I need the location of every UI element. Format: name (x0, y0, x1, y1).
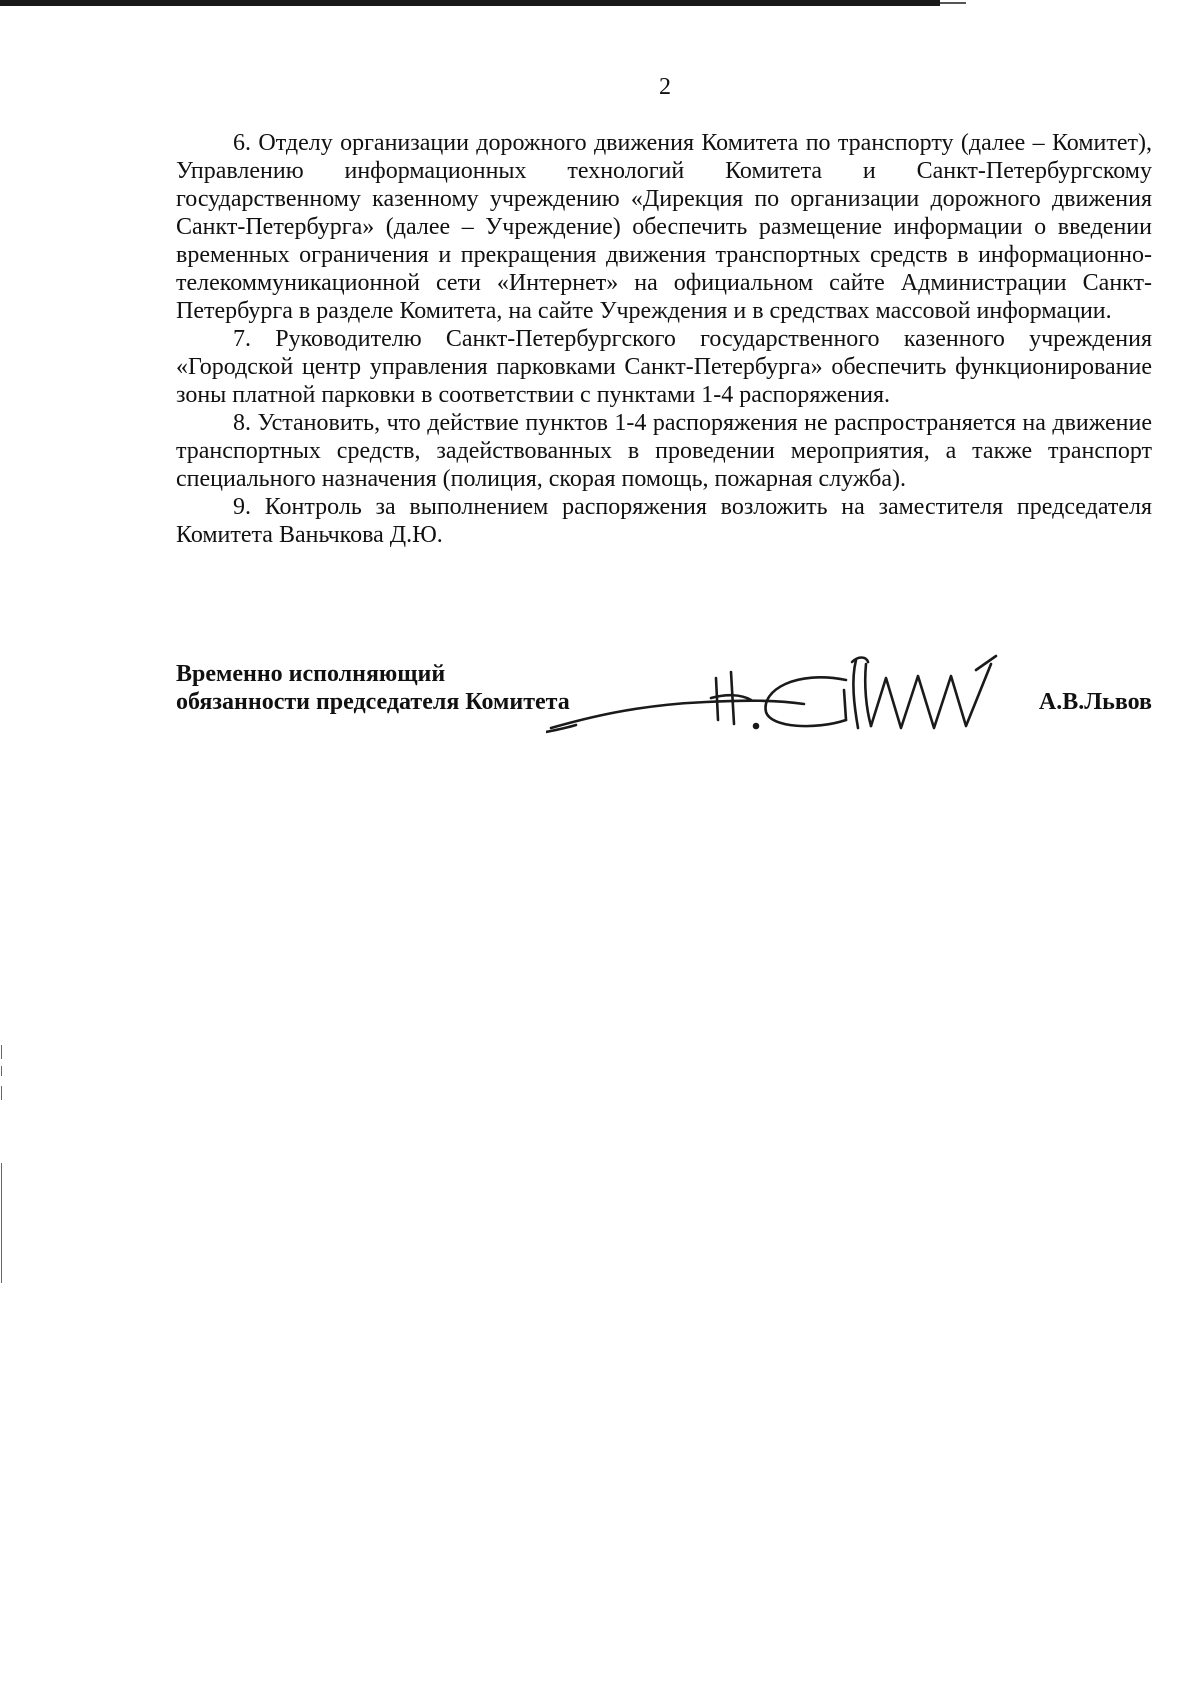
scan-margin-mark (1, 1066, 2, 1076)
paragraph-6: 6. Отделу организации дорожного движения Комитета по транспорту (далее – Комитет), Управлению информационных технологий Комитета и Санкт-Петербургскому государственному казенному учреждению «Дирекция по организации дорожного движения Санкт-Петербурга» (далее – Учреждение) обеспечить размещение информации о введении временных ограничения и прекращения движения транспортных средств в информационно-телекоммуникационной сети «Интернет» на официальном сайте Администрации Санкт-Петербурга в разделе Комитета, на сайте Учреждения и в средствах массовой информации. (176, 130, 1152, 324)
top-edge-rule (0, 0, 940, 6)
scan-margin-mark (1, 1045, 2, 1059)
signatory-name: А.В.Львов (1038, 689, 1152, 715)
paragraph-8: 8. Установить, что действие пунктов 1-4 распоряжения не распространяется на движение транспортных средств, задействованных в проведении мероприятия, а также транспорт специального назначения (полиция, скорая помощь, пожарная служба). (176, 410, 1152, 492)
top-edge-rule-tail (940, 2, 966, 4)
scan-margin-mark (1, 1086, 2, 1100)
document-body (176, 129, 1152, 549)
signatory-position (176, 660, 570, 716)
signatory-position-line1: Временно исполняющий (176, 661, 446, 687)
paragraph-7: 7. Руководителю Санкт-Петербургского государственного казенного учреждения «Городской центр управления парковками Санкт-Петербурга» обеспечить функционирование зоны платной парковки в соответствии с пунктами 1-4 распоряжения. (176, 326, 1152, 408)
handwritten-signature-icon (546, 650, 1026, 740)
signatory-position-line2: обязанности председателя Комитета (176, 689, 570, 715)
paragraph-9: 9. Контроль за выполнением распоряжения возложить на заместителя председателя Комитета Ваньчкова Д.Ю. (176, 494, 1152, 548)
signature-block (176, 660, 1152, 740)
scan-margin-mark (1, 1163, 2, 1283)
page-number: 2 (659, 74, 671, 100)
